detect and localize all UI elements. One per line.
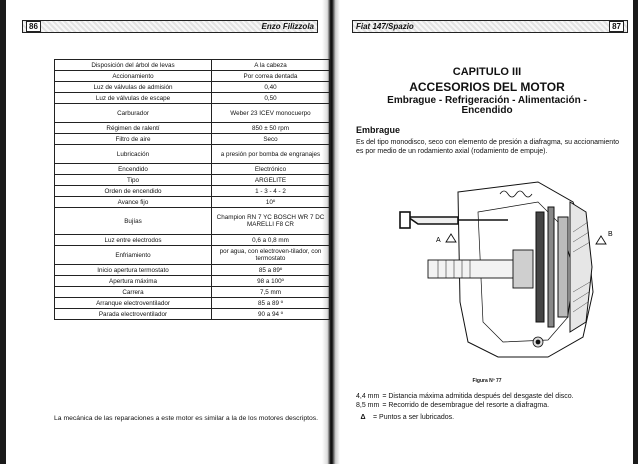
intro-paragraph: Es del tipo monodisco, seco con elemento de presión a diafragma, su accionamiento es por medio de un rodamiento axial (rodamiento de empuje). (356, 139, 620, 155)
spec-value: 850 ± 50 rpm (212, 123, 330, 134)
table-row (55, 235, 330, 246)
note-text: = Puntos a ser lubricados. (373, 414, 455, 421)
spec-value: 7,5 mm (212, 287, 330, 298)
spec-value: Por correa dentada (212, 71, 330, 82)
table-footnote: La mecánica de las reparaciones a este motor es similar a la de los motores descriptos. (54, 415, 319, 422)
spec-label: Orden de encendido (55, 186, 212, 197)
scan-edge-right (633, 0, 638, 464)
table-row (55, 71, 330, 82)
spec-label: Lubricación (55, 145, 212, 164)
input-shaft (428, 260, 518, 278)
spec-value: 85 a 89 º (212, 298, 330, 309)
table-row (55, 246, 330, 265)
list-item (356, 401, 632, 410)
table-row (55, 309, 330, 320)
scan-edge-left (0, 0, 6, 464)
clutch-diagram (388, 172, 616, 362)
figure-label-b: B (608, 231, 613, 238)
spec-value: 85 a 89º (212, 265, 330, 276)
section-heading: Embrague (356, 125, 401, 135)
note-key: 8,5 mm (356, 402, 380, 409)
spec-label: Inicio apertura termostato (55, 265, 212, 276)
spec-value: por agua, con electroven-tilador, con termostato (212, 246, 330, 265)
spec-label: Filtro de aire (55, 134, 212, 145)
release-lever (400, 212, 508, 228)
figure-label-a: A (436, 237, 441, 244)
spring-coil (500, 191, 532, 197)
spec-label: Luz de válvulas de escape (55, 93, 212, 104)
table-row (55, 287, 330, 298)
table-row (55, 134, 330, 145)
lubrication-triangle-icon: Δ (360, 414, 366, 421)
spec-label: Accionamiento (55, 71, 212, 82)
spec-label: Luz de válvulas de admisión (55, 82, 212, 93)
note-text: = Recorrido de desembrague del resorte a diafragma. (382, 402, 550, 409)
note-key: 4,4 mm (356, 393, 380, 400)
right-page-header (352, 20, 628, 33)
spec-value: a presión por bomba de engranajes (212, 145, 330, 164)
spec-value: 10º (212, 197, 330, 208)
release-bearing (513, 250, 533, 288)
spec-label: Encendido (55, 164, 212, 175)
spec-value: Champion RN 7 YC BOSCH WR 7 DC MARELLI F8 CR (212, 208, 330, 235)
spec-label: Carburador (55, 104, 212, 123)
spec-value: 0,40 (212, 82, 330, 93)
table-row (55, 60, 330, 71)
spec-value: A la cabeza (212, 60, 330, 71)
spec-value: ARGELITE (212, 175, 330, 186)
spec-value: 0,6 a 0,8 mm (212, 235, 330, 246)
clutch-disc (536, 207, 568, 327)
spec-value: 0,50 (212, 93, 330, 104)
spec-label: Régimen de ralentí (55, 123, 212, 134)
spec-label: Arranque electroventilador (55, 298, 212, 309)
note-text: = Distancia máxima admitida después del desgaste del disco. (382, 393, 574, 400)
spec-label: Apertura máxima (55, 276, 212, 287)
spec-label: Tipo (55, 175, 212, 186)
table-row (55, 82, 330, 93)
chapter-number: CAPITULO III (452, 66, 522, 78)
spec-label: Bujías (55, 208, 212, 235)
spec-label: Disposición del árbol de levas (55, 60, 212, 71)
table-row (55, 164, 330, 175)
list-item (356, 392, 632, 401)
engine-spec-table (54, 59, 330, 320)
spec-label: Enfriamiento (55, 246, 212, 265)
lower-bolt (533, 337, 543, 347)
left-page (8, 0, 325, 464)
right-page (342, 0, 632, 464)
table-row (55, 208, 330, 235)
figure-caption: Figura Nº 77 (472, 378, 502, 384)
spec-value: 98 a 100º (212, 276, 330, 287)
table-row (55, 186, 330, 197)
spec-label: Carrera (55, 287, 212, 298)
table-row (55, 276, 330, 287)
chapter-subtitle: Embrague - Refrigeración - Alimentación - Encendido (387, 95, 587, 116)
right-page-title: Fiat 147/Spazio (356, 22, 414, 31)
spec-label: Parada electroventilador (55, 309, 212, 320)
list-item (356, 413, 632, 422)
table-row (55, 298, 330, 309)
figure-notes (356, 392, 632, 422)
table-row (55, 123, 330, 134)
spec-value: Electrónico (212, 164, 330, 175)
spec-value: Seco (212, 134, 330, 145)
table-row (55, 175, 330, 186)
table-row (55, 104, 330, 123)
chapter-title: ACCESORIOS DEL MOTOR (409, 80, 565, 94)
left-page-header (22, 20, 318, 33)
spec-label: Avance fijo (55, 197, 212, 208)
spec-value: Weber 23 ICEV monocuerpo (212, 104, 330, 123)
right-page-number: 87 (609, 21, 624, 32)
spec-label: Luz entre electrodos (55, 235, 212, 246)
table-row (55, 265, 330, 276)
table-row (55, 93, 330, 104)
table-row (55, 197, 330, 208)
left-page-author: Enzo Filizzola (261, 22, 314, 31)
table-row (55, 145, 330, 164)
spec-value: 1 - 3 - 4 - 2 (212, 186, 330, 197)
left-page-number: 86 (26, 21, 41, 32)
spec-value: 90 a 94 º (212, 309, 330, 320)
